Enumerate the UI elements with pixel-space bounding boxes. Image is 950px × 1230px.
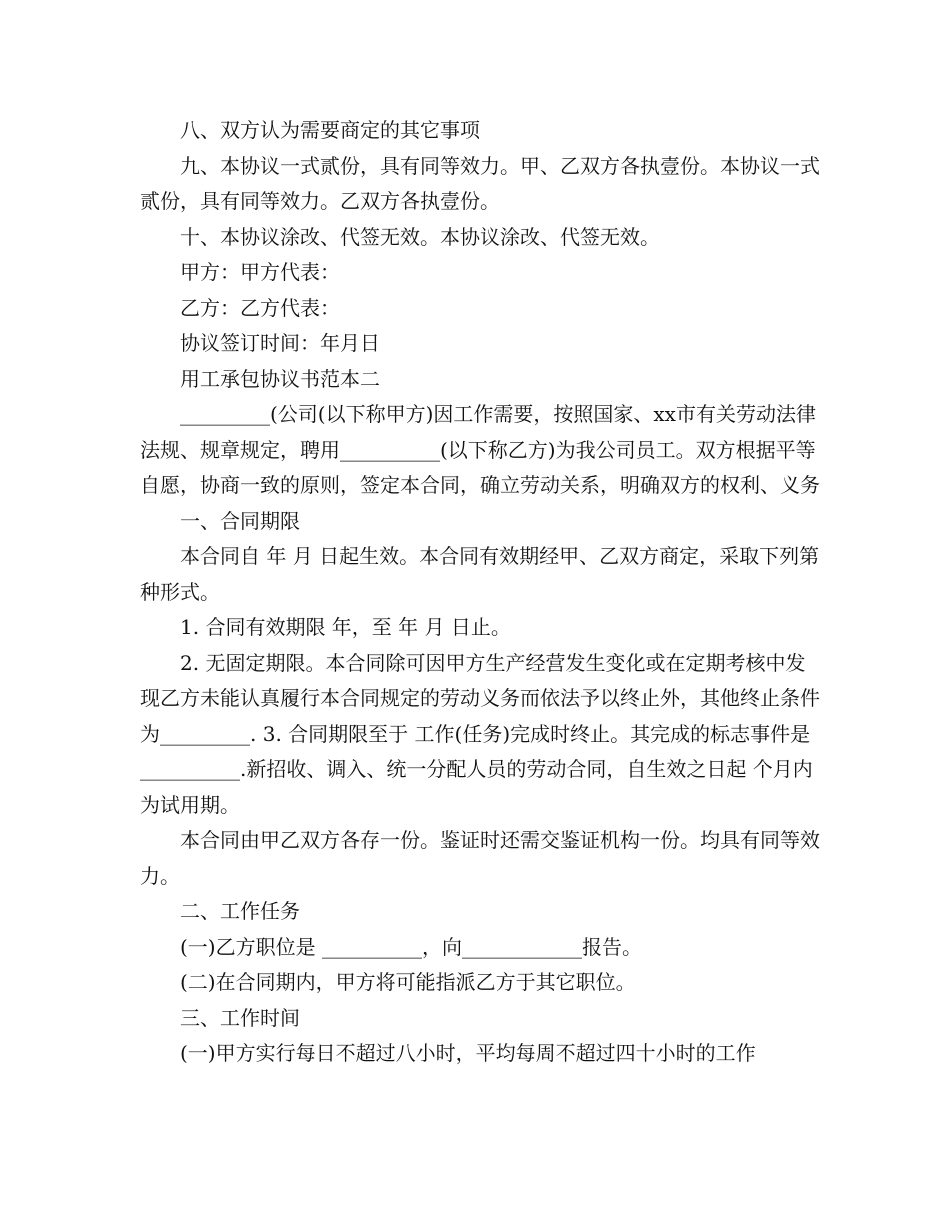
- work-hours-item-1: (一)甲方实行每日不超过八小时，平均每周不超过四十小时的工作: [180, 1041, 756, 1065]
- intro-paragraph: _________(公司(以下称甲方)因工作需要，按照国家、xx市有关劳动法律法规、规章规定，聘用__________(以下称乙方)为我公司员工。双方根据平等自愿，协商一致的原则，签定本合同，确立劳动关系，明确双方的权利、义务: [140, 402, 820, 497]
- work-task-item-1: (一)乙方职位是 __________，向____________报告。: [180, 934, 642, 959]
- heading-contract-term: 一、合同期限: [180, 508, 300, 533]
- section-title: 用工承包协议书范本二: [180, 366, 380, 391]
- work-task-item-2: (二)在合同期内，甲方将可能指派乙方于其它职位。: [180, 970, 636, 994]
- signing-date-line: 协议签订时间：年月日: [180, 331, 380, 355]
- heading-work-hours: 三、工作时间: [180, 1005, 300, 1030]
- term-option-2: 2. 无固定期限。本合同除可因甲方生产经营发生变化或在定期考核中发现乙方未能认真履行本合同规定的劳动义务而依法予以终止外，其他终止条件为_________. 3. 合同期限至于 工作(任务)完成时终止。其完成的标志事件是__________.新招收、调入、统一分配人员的劳动合同，自生效之日起 个月内为试用期。: [140, 650, 820, 817]
- paragraph-item-10: 十、本协议涂改、代签无效。本协议涂改、代签无效。: [180, 224, 660, 249]
- party-a-signature-line: 甲方：甲方代表：: [180, 260, 340, 284]
- paragraph-item-9: 九、本协议一式贰份，具有同等效力。甲、乙双方各执壹份。本协议一式贰份，具有同等效力。乙双方各执壹份。: [140, 153, 820, 213]
- paragraph-item-8: 八、双方认为需要商定的其它事项: [180, 118, 480, 142]
- copies-paragraph: 本合同由甲乙双方各存一份。鉴证时还需交鉴证机构一份。均具有同等效力。: [140, 828, 820, 888]
- heading-work-tasks: 二、工作任务: [180, 899, 300, 923]
- party-b-signature-line: 乙方：乙方代表：: [180, 295, 340, 320]
- document-body: [140, 113, 826, 1072]
- term-option-1: 1. 合同有效期限 年，至 年 月 日止。: [180, 615, 511, 639]
- contract-effective-paragraph: 本合同自 年 月 日起生效。本合同有效期经甲、乙双方商定，采取下列第 种形式。: [140, 544, 826, 604]
